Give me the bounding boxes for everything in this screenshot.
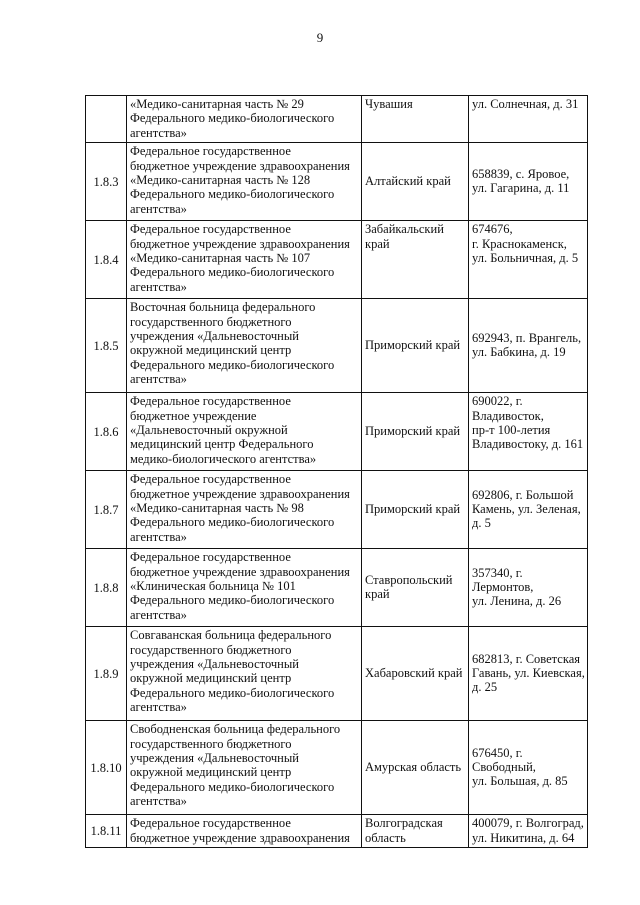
table-row (86, 96, 588, 143)
institution-name: Федеральное государственное бюджетное учреждение здравоохранения «Медико-санитарная часть № 128 Федерального медико-биологического агентства» (130, 144, 350, 216)
institution-name: Федеральное государственное бюджетное учреждение «Дальневосточный окружной медицинский центр Федерального медико-биологического агентства» (130, 394, 317, 466)
table-row (86, 815, 588, 848)
table-row (86, 549, 588, 627)
address: 682813, г. Советская Гавань, ул. Киевская, д. 25 (472, 651, 585, 695)
institution-name: Федеральное государственное бюджетное учреждение здравоохранения «Клиническая больница № 101 Федерального медико-биологического агентства» (130, 550, 350, 622)
region: Амурская область (365, 760, 462, 775)
address: 357340, г. Лермонтов, ул. Ленина, д. 26 (472, 565, 562, 609)
region: Алтайский край (365, 174, 451, 189)
institution-name: Свободненская больница федерального государственного бюджетного учреждения «Дальневосточный окружной медицинский центр Федерального медико-биологического агентства» (130, 722, 341, 809)
table-row (86, 299, 588, 393)
region: Приморский край (365, 338, 461, 353)
institution-name: Совгаванская больница федерального государственного бюджетного учреждения «Дальневосточный окружной медицинский центр Федерального медико-биологического агентства» (130, 628, 335, 715)
table-row (86, 221, 588, 299)
row-number: 1.8.7 (86, 471, 127, 549)
row-number: 1.8.11 (86, 815, 127, 848)
table-row (86, 143, 588, 221)
table-row (86, 393, 588, 471)
address: 692943, п. Врангель, ул. Бабкина, д. 19 (472, 330, 582, 360)
institutions-table (85, 95, 588, 848)
address: 692806, г. Большой Камень, ул. Зеленая, д. 5 (472, 487, 581, 531)
row-number: 1.8.5 (86, 299, 127, 393)
institution-name: Федеральное государственное бюджетное учреждение здравоохранения (130, 816, 350, 845)
table-row (86, 721, 588, 815)
address: 674676, г. Краснокаменск, ул. Больничная, д. 5 (472, 222, 579, 266)
row-number: 1.8.3 (86, 143, 127, 221)
region: Чувашия (365, 97, 413, 111)
address: 658839, с. Яровое, ул. Гагарина, д. 11 (472, 166, 570, 196)
institution-name: «Медико-санитарная часть № 29 Федерального медико-биологического агентства» (130, 97, 335, 140)
row-number: 1.8.9 (86, 627, 127, 721)
address: 400079, г. Волгоград, ул. Никитина, д. 64 (472, 816, 584, 845)
row-number: 1.8.10 (86, 721, 127, 815)
region: Волгоградская область (365, 816, 443, 845)
address: 690022, г. Владивосток, пр-т 100-летия Владивостоку, д. 161 (472, 394, 584, 452)
institution-name: Восточная больница федерального государственного бюджетного учреждения «Дальневосточный окружной медицинский центр Федерального медико-биологического агентства» (130, 300, 335, 387)
row-number: 1.8.8 (86, 549, 127, 627)
region: Приморский край (365, 502, 461, 517)
address: ул. Солнечная, д. 31 (472, 97, 579, 111)
table-row (86, 627, 588, 721)
region: Забайкальский край (365, 222, 444, 251)
row-number: 1.8.4 (86, 221, 127, 299)
region: Хабаровский край (365, 666, 463, 681)
institution-name: Федеральное государственное бюджетное учреждение здравоохранения «Медико-санитарная часть № 107 Федерального медико-биологического агентства» (130, 222, 350, 294)
table-row (86, 471, 588, 549)
row-number: 1.8.6 (86, 393, 127, 471)
page-number: 9 (316, 30, 324, 45)
institution-name: Федеральное государственное бюджетное учреждение здравоохранения «Медико-санитарная часть № 98 Федерального медико-биологического агентства» (130, 472, 350, 544)
region: Ставропольский край (365, 572, 453, 602)
row-number (86, 96, 127, 143)
address: 676450, г. Свободный, ул. Большая, д. 85 (472, 745, 568, 789)
region: Приморский край (365, 424, 461, 439)
